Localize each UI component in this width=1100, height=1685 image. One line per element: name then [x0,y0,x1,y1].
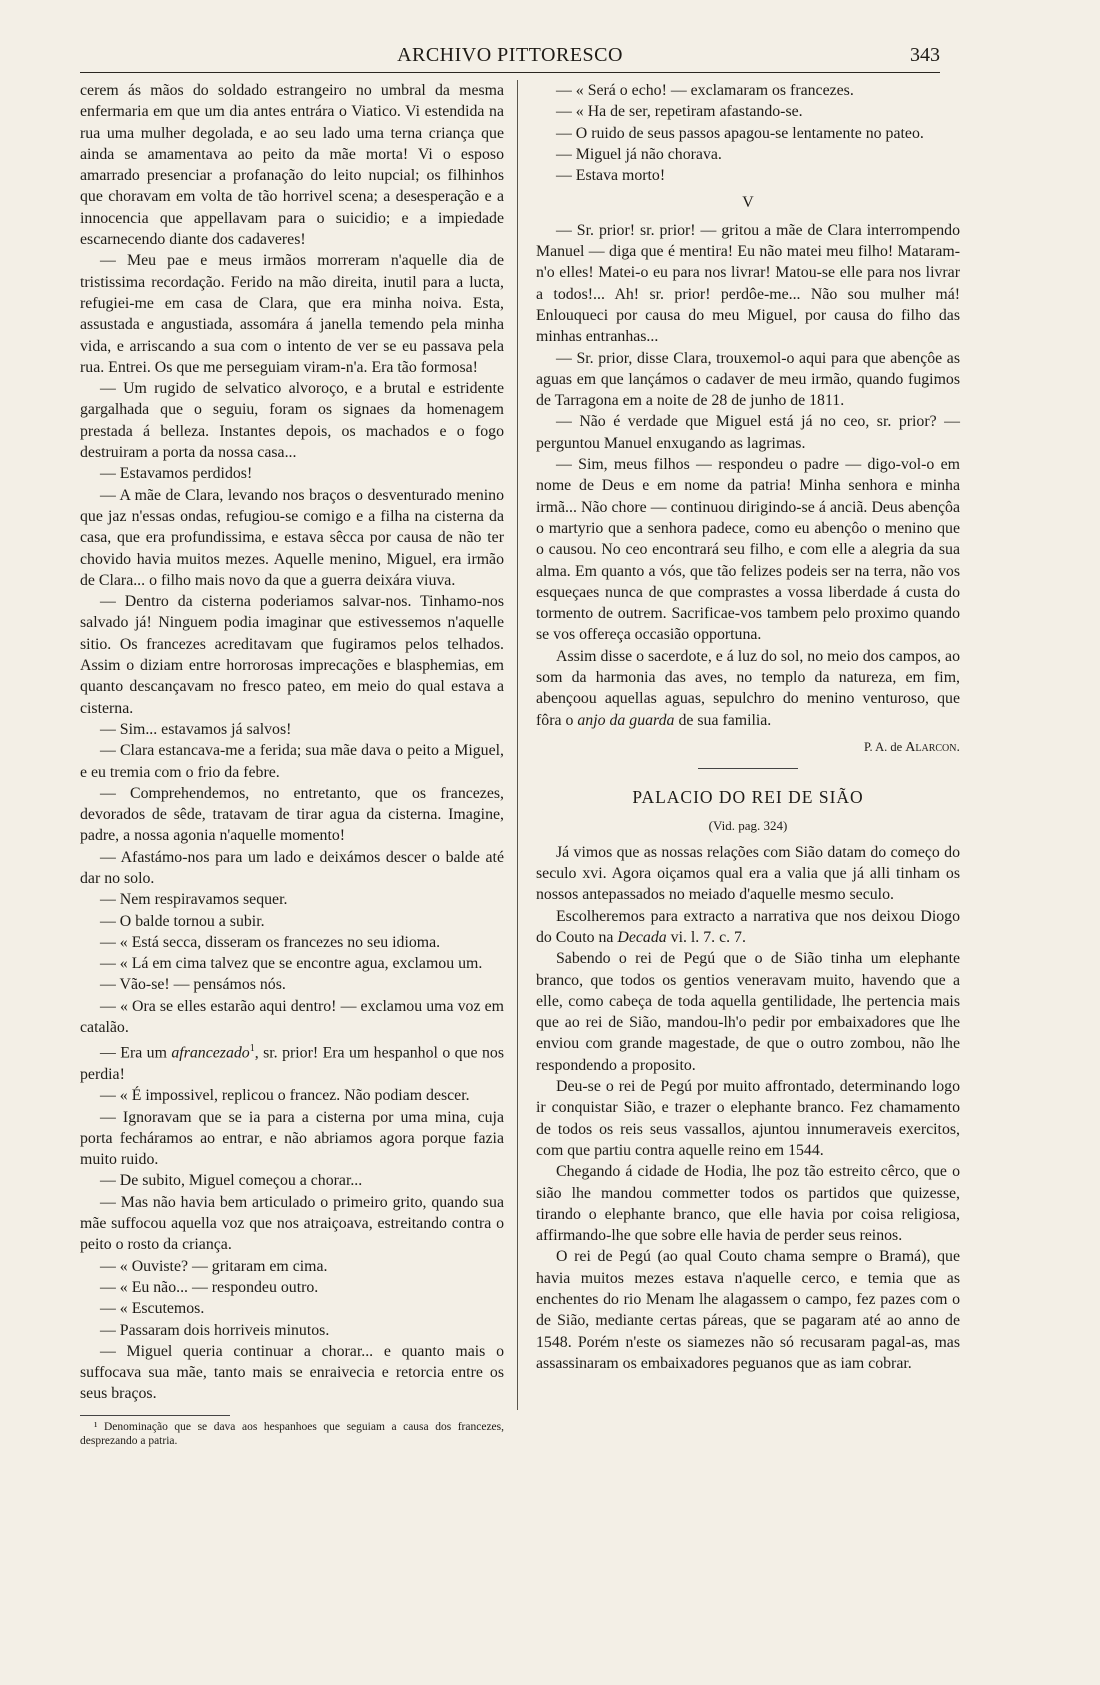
paragraph-closing [536,646,960,731]
text-run: , sr. prior! Era um hespanhol o que nos perdia! [80,1044,504,1083]
article-title: PALACIO DO REI DE SIÃO [632,787,864,808]
paragraph: — Miguel já não chorava. [556,145,722,163]
paragraph: cerem ás mãos do soldado estrangeiro no umbral da mesma enfermaria em que um dia antes entrára o Viatico. Vi estendida na rua uma mulher degolada, e ao seu lado uma terna criança que ainda se amamentava ao peito da mãe morta! Vi o esposo amarrado presenciar a profanação do leito nupcial; os filhinhos que choravam em volta de tão horrivel scena; a desesperação e a innocencia que appellavam para o suicidio; e a impiedade escarnecendo diante dos cadaveres! [80,82,504,249]
text-run: — Era um [100,1044,172,1062]
italic-term: Decada [617,928,667,946]
paragraph: — Estavamos perdidos! [100,465,253,483]
paragraph: — « Ouviste? — gritaram em cima. [100,1257,328,1275]
paragraph: — Sr. prior, disse Clara, trouxemol-o aqui para que abençôe as aguas em que lançámos o cadaver de meu irmão, quando fugimos de Tarragona em a noite de 28 de junho de 1811. [536,349,960,410]
running-head [80,44,940,73]
paragraph: O rei de Pegú (ao qual Couto chama sempre o Bramá), que havia muitos mezes estava n'aquelle cerco, e temia que as enchentes do rio Menam lhe alagassem o campo, fez pazes com o de Sião, mediante certas páreas, que se pagaram até ao anno de 1548. Porém n'este os siamezes não só recusaram pagal-as, mas assassinaram os embaixadores peguanos que as iam cobrar. [536,1248,960,1372]
footnote: ¹ Denominação que se dava aos hespanhoes que seguiam a causa dos francezes, desprezando a patria. [80,1420,504,1447]
paragraph: — Ignoravam que se ia para a cisterna por uma mina, cuja porta fecháramos ao entrar, e não abriamos agora porque fazia muito ruido. [80,1108,504,1169]
paragraph: — « Será o echo! — exclamaram os francezes. [556,82,854,99]
paragraph: — Sim, meus filhos — respondeu o padre — digo-vol-o em nome de Deus e em nome da patria! Minha senhora e minha irmã... Não chore — continuou dirigindo-se á anciã. Deus abençôa o martyrio que a senhora padece, como eu abençôo o menino que o causou. No ceo encontrará seu filho, e com elle a alegria da sua alma. Em quanto a vós, que tão felizes podeis ser na terra, não vos esqueçaes nunca de que comprastes a vossa liberdade á custa do tormento de outrem. Sacrificae-vos tambem pelo proximo quando se vos offereça occasião opportuna. [536,456,960,644]
text-run: de sua familia. [674,711,772,729]
italic-term: anjo da guarda [577,711,675,729]
text-run: Escolheremos para extracto a narrativa que nos deixou Diogo do Couto na [536,907,960,946]
paragraph-afrancezado [80,1038,504,1085]
paragraph: — « Está secca, disseram os francezes no seu idioma. [100,933,441,951]
paragraph: — Passaram dois horriveis minutos. [100,1321,330,1339]
author-signature [536,737,960,758]
paragraph: Sabendo o rei de Pegú que o de Sião tinha um elephante branco, que todos os gentios veneravam muito, havendo que a elle, como cabeça de toda aquella gentilidade, lhe pertencia mais que ao rei de Sião, mandou-lh'o pedir por embaixadores que lhe enviou com grande magestade, de que o outro zombou, não lhe respondendo a proposito. [536,950,960,1074]
article-reference: (Vid. pag. 324) [708,817,788,833]
text-run: vi. l. 7. c. 7. [666,928,746,946]
paragraph: — Sr. prior! sr. prior! — gritou a mãe de Clara interrompendo Manuel — diga que é mentira! Eu não matei meu filho! Mataram-n'o elles! Matei-o eu para nos livrar! Matou-se elle para nos livrar a todos!... Ah! sr. prior! perdôe-me... Não sou mulher má! Enlouqueci por causa do meu Miguel, por causa do filho das minhas entranhas... [536,221,960,346]
paragraph: Chegando á cidade de Hodia, lhe poz tão estreito cêrco, que o sião lhe mandou commetter todos os partidos que quizesse, tirando o elephante branco, que elle havia por coisa religiosa, affirmando-lhe que sobre elle havia de perder seus reinos. [536,1163,960,1245]
paragraph: — A mãe de Clara, levando nos braços o desventurado menino que jaz n'essas ondas, refugiou-se comigo e a filha na cisterna da casa, que era profundissima, e estava sêcca por causa de não ter chovido havia muitos mezes. Aquelle menino, Miguel, era irmão de Clara... o filho mais novo da que a guerra deixára viuva. [80,486,504,589]
paragraph: — Clara estancava-me a ferida; sua mãe dava o peito a Miguel, e eu tremia com o frio da febre. [80,742,504,781]
paragraph: — « Escutemos. [100,1300,205,1318]
paragraph: — « Ha de ser, repetiram afastando-se. [556,103,803,121]
paragraph: — Mas não havia bem articulado o primeiro grito, quando sua mãe suffocou aquella voz que nos atraiçoava, estreitando contra o peito o rosto da criança. [80,1193,504,1254]
paragraph: — Dentro da cisterna poderiamos salvar-nos. Tinhamo-nos salvado já! Ninguem podia imaginar que estivessemos n'aquelle sitio. Os francezes acreditavam que fugiramos pelos telhados. Assim o diziam entre horrorosas imprecações e blasphemias, em quanto descançavam no fresco pateo, em meio do qual estava a cisterna. [80,593,504,717]
paragraph: — Não é verdade que Miguel está já no ceo, sr. prior? — perguntou Manuel enxugando as lagrimas. [536,413,960,452]
left-column [80,80,504,1448]
paragraph: — « Eu não... — respondeu outro. [100,1278,319,1296]
paragraph: — Um rugido de selvatico alvoroço, e a brutal e estridente gargalhada que o seguiu, foram os signaes da homenagem prestada á belleza. Instantes depois, os machados e o fogo destruiram a porta da nossa casa... [80,380,504,462]
text-run: Assim disse o sacerdote, e á luz do sol, no meio dos campos, ao som da harmonia das aves, no templo da natureza, em fim, abençoou aquellas aguas, sepulchro do menino venturoso, que fôra o [536,647,960,729]
publication-title: ARCHIVO PITTORESCO [397,44,623,66]
paragraph: — « Ora se elles estarão aqui dentro! — exclamou uma voz em catalão. [80,997,504,1037]
footnote-rule [80,1415,230,1416]
paragraph: — Vão-se! — pensámos nós. [100,976,286,994]
paragraph: — Miguel queria continuar a chorar... e quanto mais o suffocava sua mãe, tanto mais se enraivecia e retorcia entre os seus braços. [80,1342,504,1403]
paragraph: — « Lá em cima talvez que se encontre agua, exclamou um. [100,955,483,973]
paragraph: — Comprehendemos, no entretanto, que os francezes, devorados de sêde, tratavam de tirar agua da cisterna. Imagine, padre, a nossa agonia n'aquelle momento! [80,784,504,845]
paragraph: — Meu pae e meus irmãos morreram n'aquelle dia de tristissima recordação. Ferido na mão direita, inutil para a lucta, refugiei-me em casa de Clara, que era minha noiva. Esta, assustada e angustiada, assomára á janella temendo pela minha vida, e arriscando a sua com o intento de ver se eu passava pela rua. Entrei. Os que me perseguiam viram-n'a. Era tão formosa! [80,252,504,376]
paragraph: — De subito, Miguel começou a chorar... [100,1172,363,1190]
paragraph: — « É impossivel, replicou o francez. Não podiam descer. [100,1087,470,1105]
right-column [536,80,960,1374]
section-number: V [742,194,754,212]
column-divider [517,80,518,1410]
paragraph: — Sim... estavamos já salvos! [100,720,292,738]
section-separator [698,768,798,769]
paragraph: Deu-se o rei de Pegú por muito affrontado, determinando logo ir conquistar Sião, e trazer o elephante branco. Fez chamamento de todos os reis seus vassallos, ajuntou innumeraveis exercitos, com que partiu contra aquelle reino em 1544. [536,1078,960,1159]
signature-initials: P. A. de [863,739,906,754]
paragraph-decada [536,906,960,949]
paragraph: Já vimos que as nossas relações com Sião datam do começo do seculo xvi. Agora oiçamos qual era a valia que já alli tinham os nossos antepassados no meiado d'aquelle mesmo seculo. [536,843,960,904]
paragraph: — Nem respiravamos sequer. [100,891,288,909]
footnote-mark: 1 [249,1043,255,1055]
page-number: 343 [910,44,940,66]
italic-term: afrancezado [171,1044,250,1062]
signature-name: Alarcon. [905,739,960,755]
paragraph: — Estava morto! [556,167,666,185]
paragraph: — O ruido de seus passos apagou-se lentamente no pateo. [556,124,924,142]
paragraph: — O balde tornou a subir. [100,912,265,930]
paragraph: — Afastámo-nos para um lado e deixámos descer o balde até dar no solo. [80,848,504,887]
